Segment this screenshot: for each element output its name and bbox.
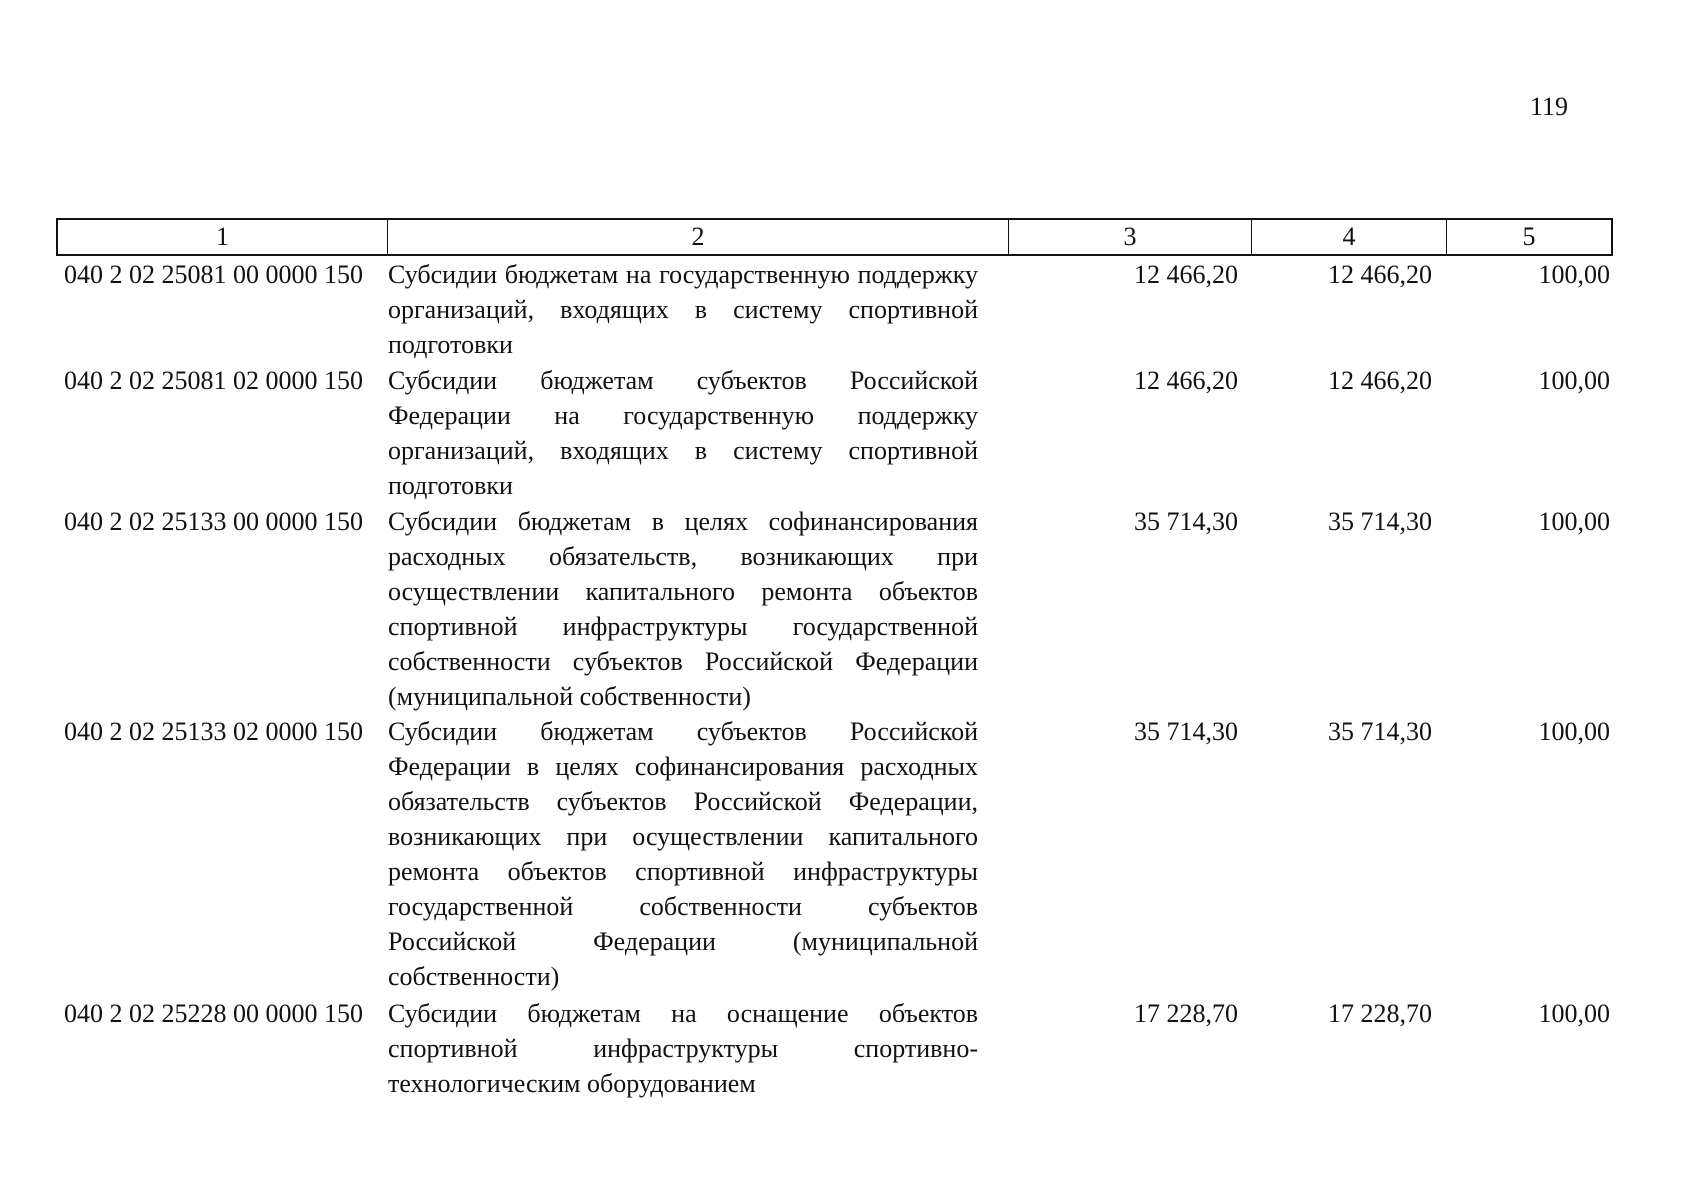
table-header xyxy=(56,218,1613,256)
budget-code: 040 2 02 25081 00 0000 150 xyxy=(64,260,363,289)
percent-col-5: 100,00 xyxy=(1538,260,1610,289)
row-description: Субсидии бюджетам субъектов Российской Федерации в целях софинансирования расходных обязательств субъектов Российской Федерации, возникающих при осуществлении капитального ремонта объектов спортивной инфраструктуры государственной собственности субъектов Российской Федерации (муниципальной собственности) xyxy=(388,717,978,991)
amount-col-3: 17 228,70 xyxy=(1134,999,1238,1028)
amount-col-3: 35 714,30 xyxy=(1134,507,1238,536)
amount-col-4: 17 228,70 xyxy=(1328,999,1432,1028)
amount-col-4: 12 466,20 xyxy=(1328,366,1432,395)
percent-col-5: 100,00 xyxy=(1538,717,1610,746)
percent-col-5: 100,00 xyxy=(1538,507,1610,536)
row-description: Субсидии бюджетам на оснащение объектов спортивной инфраструктуры спортивно-технологическим оборудованием xyxy=(388,999,978,1098)
amount-col-3: 35 714,30 xyxy=(1134,717,1238,746)
budget-code: 040 2 02 25133 00 0000 150 xyxy=(64,507,363,536)
amount-col-3: 12 466,20 xyxy=(1134,366,1238,395)
header-col-4: 4 xyxy=(1252,220,1447,254)
percent-col-5: 100,00 xyxy=(1538,366,1610,395)
row-description: Субсидии бюджетам на государственную поддержку организаций, входящих в систему спортивной подготовки xyxy=(388,260,978,359)
header-col-3: 3 xyxy=(1009,220,1252,254)
amount-col-4: 35 714,30 xyxy=(1328,717,1432,746)
budget-code: 040 2 02 25133 02 0000 150 xyxy=(64,717,363,746)
header-col-5: 5 xyxy=(1522,222,1536,251)
budget-code: 040 2 02 25081 02 0000 150 xyxy=(64,366,363,395)
header-col-1: 1 xyxy=(58,220,388,254)
amount-col-4: 35 714,30 xyxy=(1328,507,1432,536)
budget-code: 040 2 02 25228 00 0000 150 xyxy=(64,999,363,1028)
row-description: Субсидии бюджетам в целях софинансирования расходных обязательств, возникающих при осуществлении капитального ремонта объектов спортивной инфраструктуры государственной собственности субъектов Российской Федерации (муниципальной собственности) xyxy=(388,507,978,711)
percent-col-5: 100,00 xyxy=(1538,999,1610,1028)
amount-col-4: 12 466,20 xyxy=(1328,260,1432,289)
amount-col-3: 12 466,20 xyxy=(1134,260,1238,289)
row-description: Субсидии бюджетам субъектов Российской Федерации на государственную поддержку организаций, входящих в систему спортивной подготовки xyxy=(388,366,978,500)
header-col-2: 2 xyxy=(388,220,1009,254)
page-number: 119 xyxy=(1530,92,1569,121)
